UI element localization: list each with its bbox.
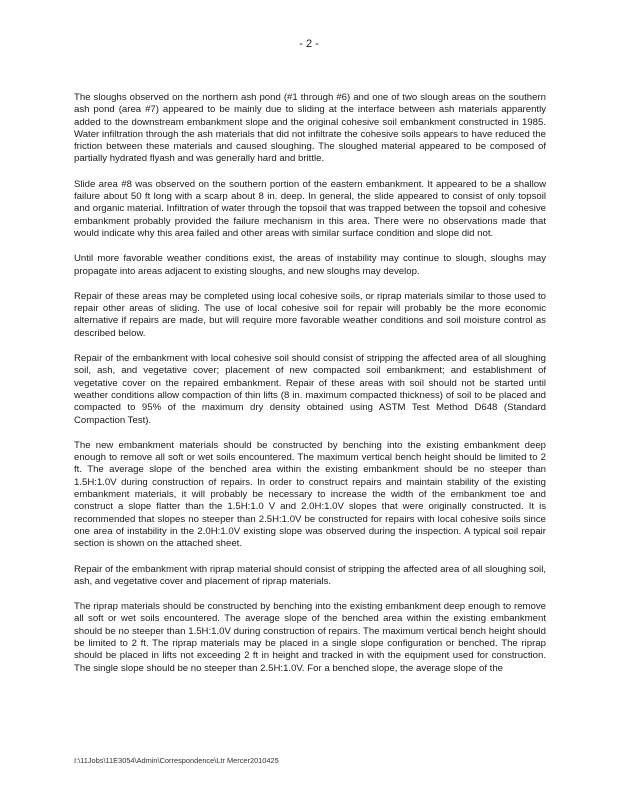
paragraph-new-embankment-benching: The new embankment materials should be constructed by benching into the existing embankment deep enough to remove all soft or wet soils encountered. The maximum vertical bench height should be limited to 2 ft. The average slope of the benched area within the existing embankment should be no steeper than 1.5H:1.0V during construction of repairs. In order to construct repairs and maintain stability of the existing embankment materials, it will probably be necessary to increase the width of the embankment toe and construct a slope flatter than the 1.5H:1.0 V and 2.0H:1.0V slopes that were originally constructed. It is recommended that slopes no steeper than 2.5H:1.0V be constructed for repairs with local cohesive soils since one area of instability in the 2.0H:1.0V existing slope was observed during the inspection. A typical soil repair section is shown on the attached sheet. bbox=[74, 439, 546, 550]
footer-file-path: I:\11Jobs\11E3054\Admin\Correspondence\Ltr Mercer2010425 bbox=[74, 756, 279, 765]
paragraph-sloughs-observed: The sloughs observed on the northern ash pond (#1 through #6) and one of two slough areas on the southern ash pond (area #7) appeared to be mainly due to sliding at the interface between ash materials apparently added to the downstream embankment slope and the original cohesive soil embankment constructed in 1985. Water infiltration through the ash materials that did not infiltrate the cohesive soils appears to have reduced the friction between these materials and caused sloughing. The sloughed material appeared to be composed of partially hydrated flyash and was generally hard and brittle. bbox=[74, 92, 546, 165]
paragraph-riprap-construction: The riprap materials should be constructed by benching into the existing embankment deep enough to remove all soft or wet soils encountered. The average slope of the benched area within the existing embankment should be no steeper than 1.5H:1.0V during construction of repairs. The maximum vertical bench height should be limited to 2 ft. The riprap materials may be placed in a single slope configuration or benched. The riprap should be placed in lifts not exceeding 2 ft in height and tracked in with the equipment used for construction. The single slope should be no steeper than 2.5H:1.0V. For a benched slope, the average slope of the bbox=[74, 601, 546, 674]
document-body bbox=[74, 92, 546, 688]
paragraph-riprap-repair: Repair of the embankment with riprap material should consist of stripping the affected area of all sloughing soil, ash, and vegetative cover and placement of riprap materials. bbox=[74, 563, 546, 587]
paragraph-weather-conditions: Until more favorable weather conditions exist, the areas of instability may continue to slough, sloughs may propagate into areas adjacent to existing sloughs, and new sloughs may develop. bbox=[74, 253, 546, 277]
paragraph-cohesive-soil-repair: Repair of the embankment with local cohesive soil should consist of stripping the affected area of all sloughing soil, ash, and vegetative cover; placement of new compacted soil embankment; and establishment of vegetative cover on the repaired embankment. Repair of these areas with soil should not be started until weather conditions allow compaction of thin lifts (8 in. maximum compacted thickness) of soil to be placed and compacted to 95% of the maximum dry density obtained using ASTM Test Method D648 (Standard Compaction Test). bbox=[74, 353, 546, 426]
paragraph-repair-options: Repair of these areas may be completed using local cohesive soils, or riprap materials similar to those used to repair other areas of sliding. The use of local cohesive soil for repair will probably be the more economic alternative if repairs are made, but will require more favorable weather conditions and soil moisture control as described below. bbox=[74, 290, 546, 339]
paragraph-slide-area-8: Slide area #8 was observed on the southern portion of the eastern embankment. It appeared to be a shallow failure about 50 ft long with a scarp about 8 in. deep. In general, the slide appeared to consist of only topsoil and organic material. Infiltration of water through the topsoil that was trapped between the topsoil and cohesive embankment probably provided the failure mechanism in this area. There were no observations made that would indicate why this area failed and other areas with similar surface condition and slope did not. bbox=[74, 178, 546, 239]
page-number: - 2 - bbox=[299, 38, 319, 50]
